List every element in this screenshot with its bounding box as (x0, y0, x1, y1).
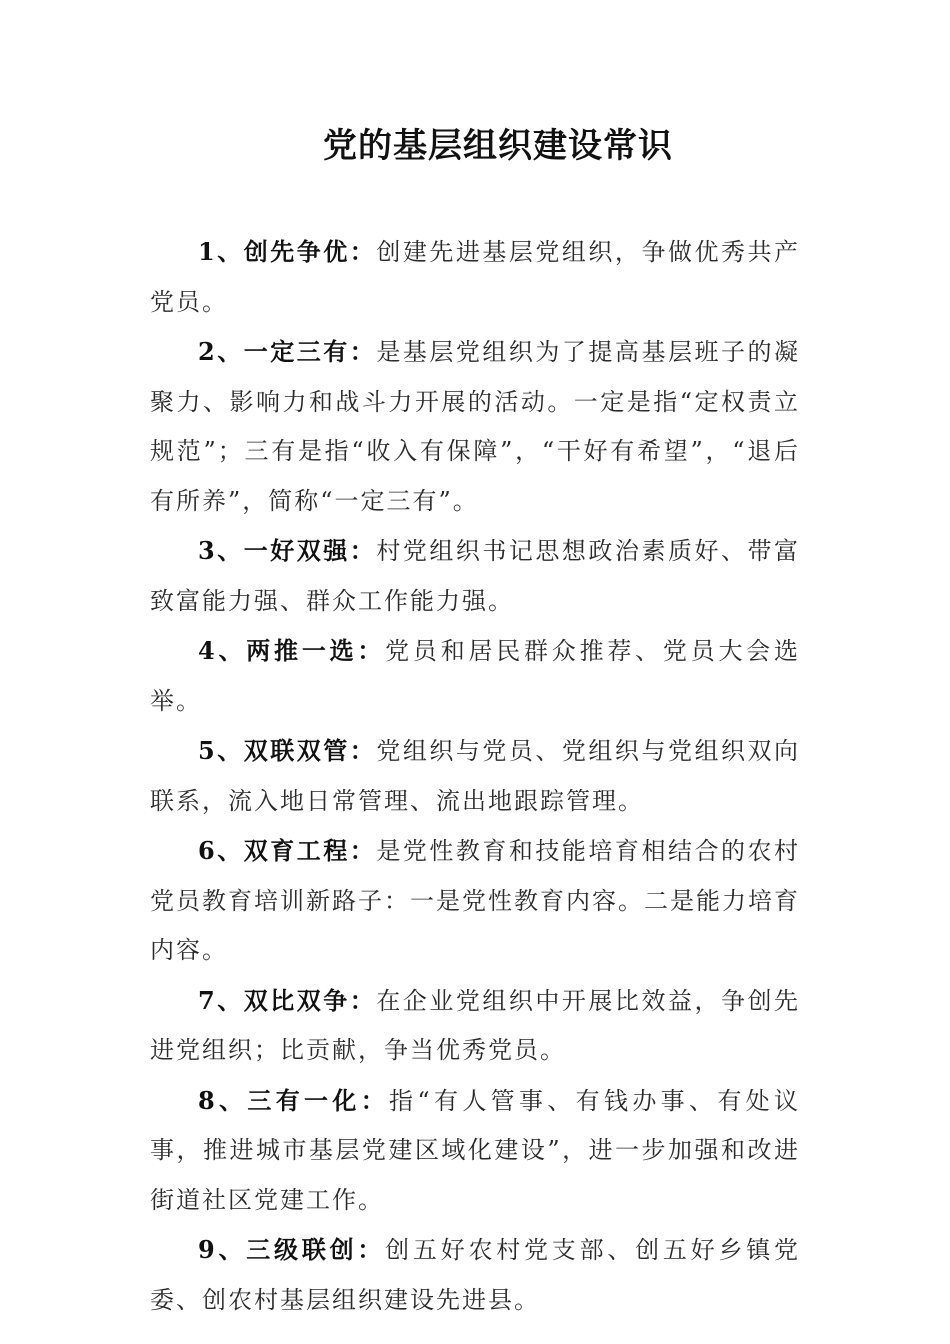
item-term: 创先争优： (243, 237, 377, 266)
item-term: 双联双管： (243, 736, 377, 765)
item-term: 三级联创： (246, 1235, 386, 1264)
item-term: 两推一选： (246, 636, 386, 665)
item-number: 8、 (198, 1085, 248, 1115)
item-number: 2、 (198, 337, 244, 366)
item-term: 三有一化： (247, 1085, 390, 1115)
list-item (150, 526, 800, 626)
item-term: 双比双争： (243, 985, 377, 1015)
item-term: 一好双强： (243, 536, 377, 565)
list-item (150, 976, 800, 1076)
item-text: 村党组织书记思想政治素质好、带富致富能力强、群众工作能力强。 (150, 537, 801, 615)
list-item (150, 726, 800, 826)
item-number: 6、 (198, 836, 244, 865)
document-title: 党的基层组织建设常识 (323, 126, 673, 166)
item-number: 5、 (198, 736, 244, 765)
list-item (150, 327, 800, 526)
item-number: 1、 (198, 237, 244, 266)
item-term: 一定三有： (243, 337, 377, 366)
item-term: 双育工程： (243, 836, 377, 865)
item-text: 党员和居民群众推荐、党员大会选举。 (150, 637, 801, 715)
list-item (150, 227, 800, 327)
item-text: 创五好农村党支部、创五好乡镇党委、创农村基层组织建设先进县。 (150, 1236, 801, 1314)
item-number: 7、 (198, 985, 244, 1015)
item-text: 创建先进基层党组织，争做优秀共产党员。 (150, 238, 801, 316)
list-item (150, 1225, 800, 1325)
document-body (150, 227, 800, 1325)
list-item (150, 1076, 800, 1226)
item-number: 4、 (198, 636, 247, 665)
item-number: 3、 (198, 536, 244, 565)
item-text: 指“有人管事、有钱办事、有处议事，推进城市基层党建区域化建设”，进一步加强和改进街道社区党建工作。 (150, 1086, 800, 1214)
list-item (150, 826, 800, 976)
item-text: 在企业党组织中开展比效益，争创先进党组织；比贡献，争当优秀党员。 (150, 986, 801, 1064)
item-number: 9、 (198, 1235, 247, 1264)
item-text: 是党性教育和技能培育相结合的农村党员教育培训新路子：一是党性教育内容。二是能力培育内容。 (150, 837, 801, 964)
item-text: 是基层党组织为了提高基层班子的凝聚力、影响力和战斗力开展的活动。一定是指“定权责立规范”；三有是指“收入有保障”，“干好有希望”，“退后有所养”，简称“一定三有”。 (150, 338, 801, 515)
list-item (150, 626, 800, 726)
item-text: 党组织与党员、党组织与党组织双向联系，流入地日常管理、流出地跟踪管理。 (150, 737, 801, 815)
